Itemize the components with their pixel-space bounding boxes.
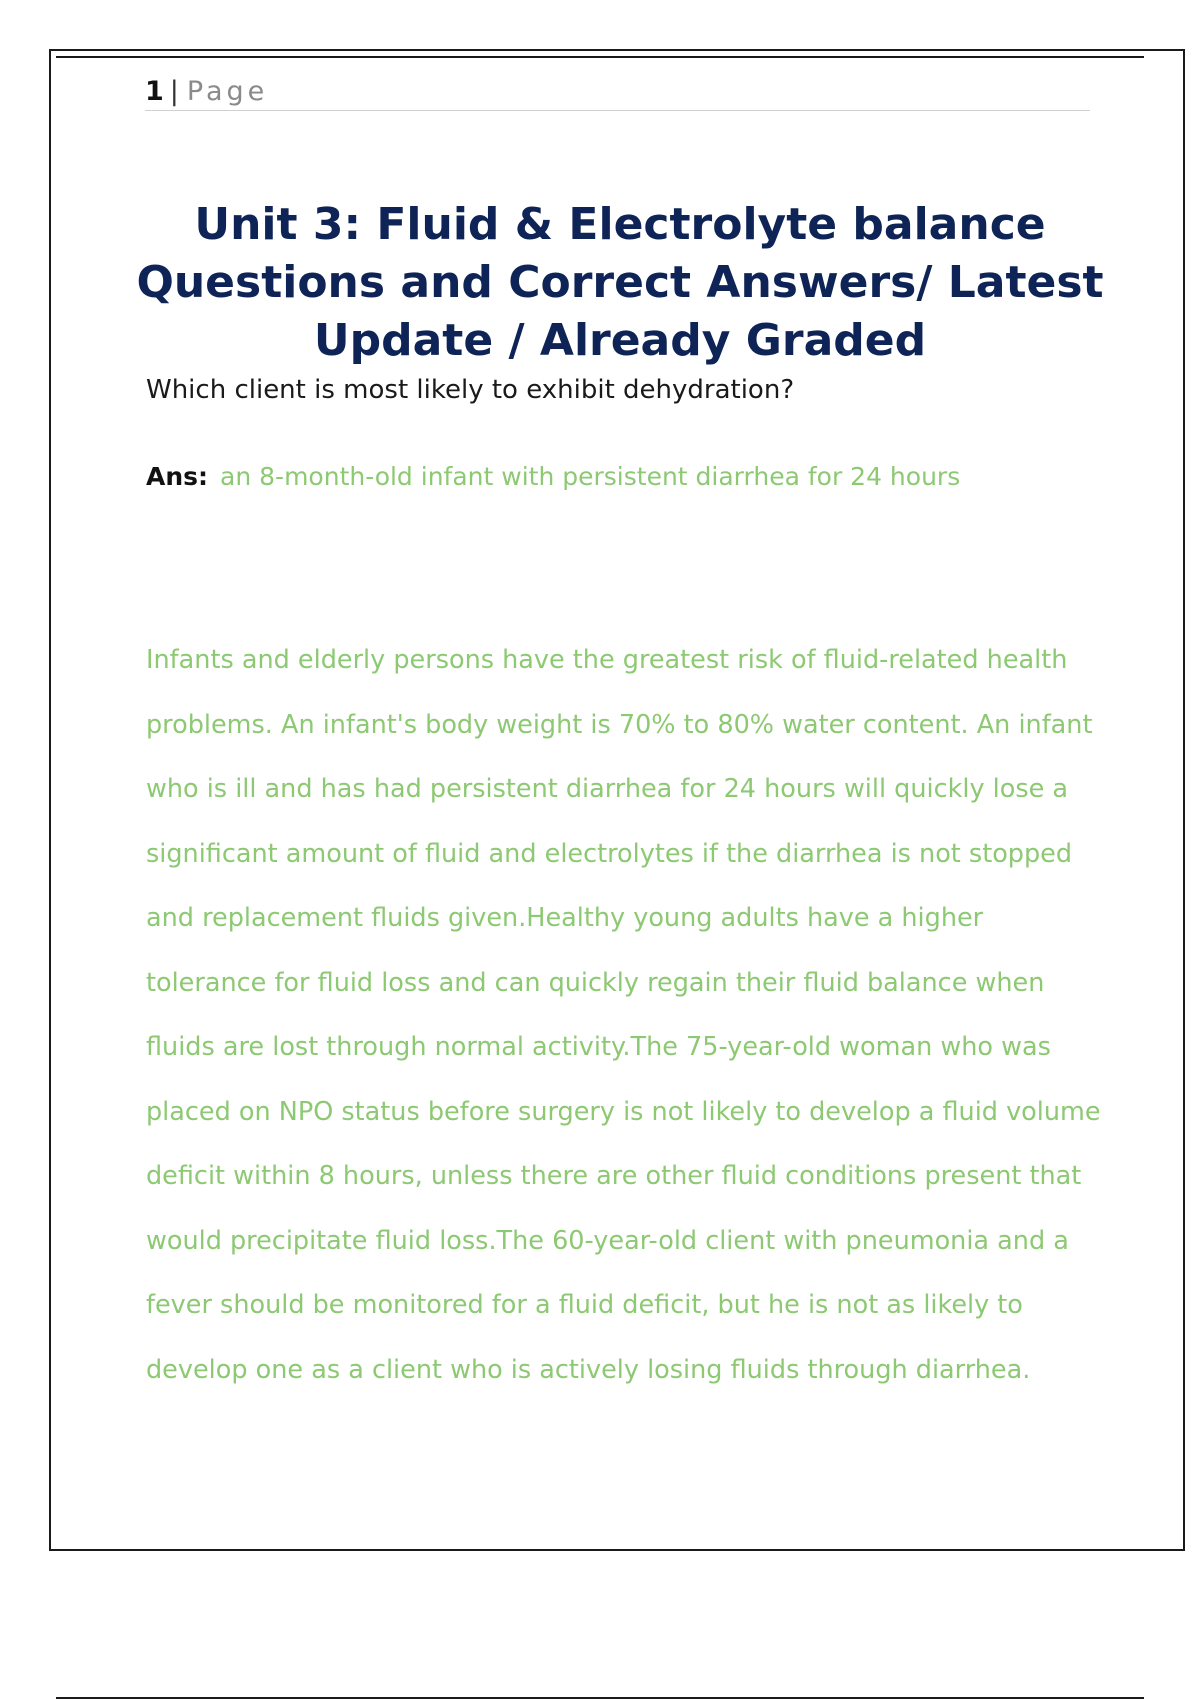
answer-text: an 8-month-old infant with persistent diarrhea for 24 hours bbox=[220, 462, 961, 491]
page-number: 1 bbox=[145, 76, 164, 107]
answer-label: Ans: bbox=[146, 462, 209, 491]
page-label: Page bbox=[186, 76, 269, 107]
question-text: Which client is most likely to exhibit dehydration? bbox=[146, 375, 795, 405]
rationale-text: Infants and elderly persons have the greatest risk of fluid-related health problems. An infant's body weight is 70% to 80% water content. An infant who is ill and has had persistent diarrhea for 24 hours will quickly lose a significant amount of fluid and electrolytes if the diarrhea is not stopped and replacement fluids given.Healthy young adults have a higher tolerance for fluid loss and can quickly regain their fluid balance when fluids are lost through normal activity.The 75-year-old woman who was placed on NPO status before surgery is not likely to develop a fluid volume deficit within 8 hours, unless there are other fluid conditions present that would precipitate fluid loss.The 60-year-old client with pneumonia and a fever should be monitored for a fluid deficit, but he is not as likely to develop one as a client who is actively losing fluids through diarrhea. bbox=[146, 645, 1101, 1385]
page-separator: | bbox=[169, 76, 179, 107]
bottom-rule bbox=[56, 1697, 1144, 1699]
answer-row bbox=[146, 460, 1106, 494]
document-title: Unit 3: Fluid & Electrolyte balance Questions and Correct Answers/ Latest Update / Already Graded bbox=[136, 199, 1104, 366]
page-header bbox=[145, 74, 1090, 111]
top-rule bbox=[56, 56, 1144, 58]
